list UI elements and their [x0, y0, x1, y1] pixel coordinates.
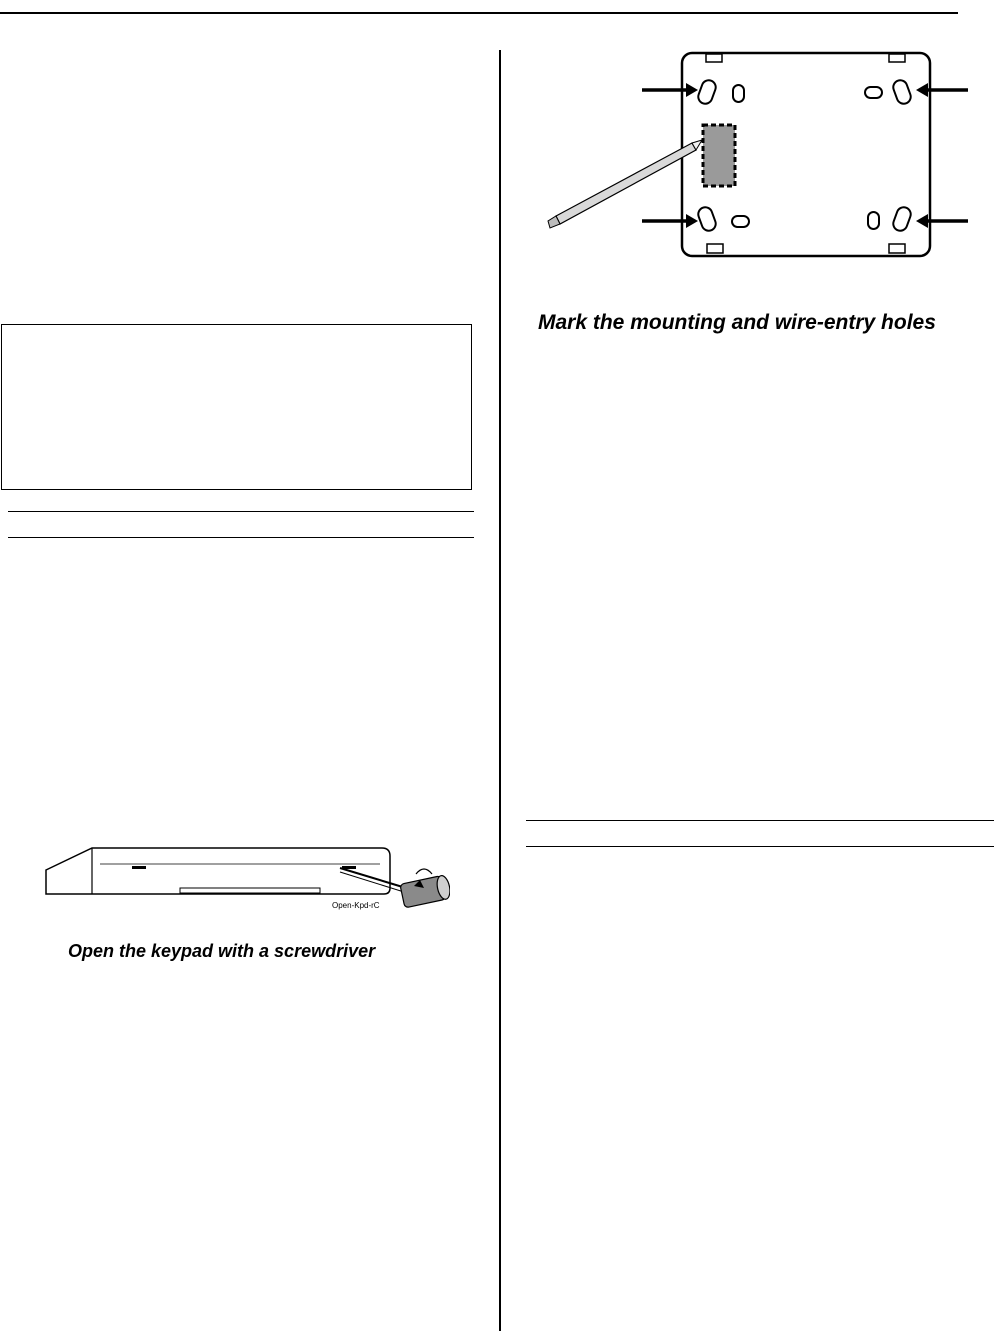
section-rule-bottom: [8, 537, 474, 538]
section-rule-top-right: [526, 820, 994, 821]
section-rule-top: [8, 511, 474, 512]
keypad-figure-label: Open-Kpd-rC: [332, 901, 380, 910]
top-rule: [0, 12, 958, 14]
section-rule-bottom-right: [526, 846, 994, 847]
mounting-plate-caption: Mark the mounting and wire-entry holes: [538, 311, 936, 334]
note-box: [1, 324, 472, 490]
column-divider: [499, 50, 501, 1331]
keypad-caption: Open the keypad with a screwdriver: [68, 941, 376, 961]
keypad-screwdriver-figure: [40, 836, 450, 922]
mounting-plate-figure: [540, 46, 976, 262]
